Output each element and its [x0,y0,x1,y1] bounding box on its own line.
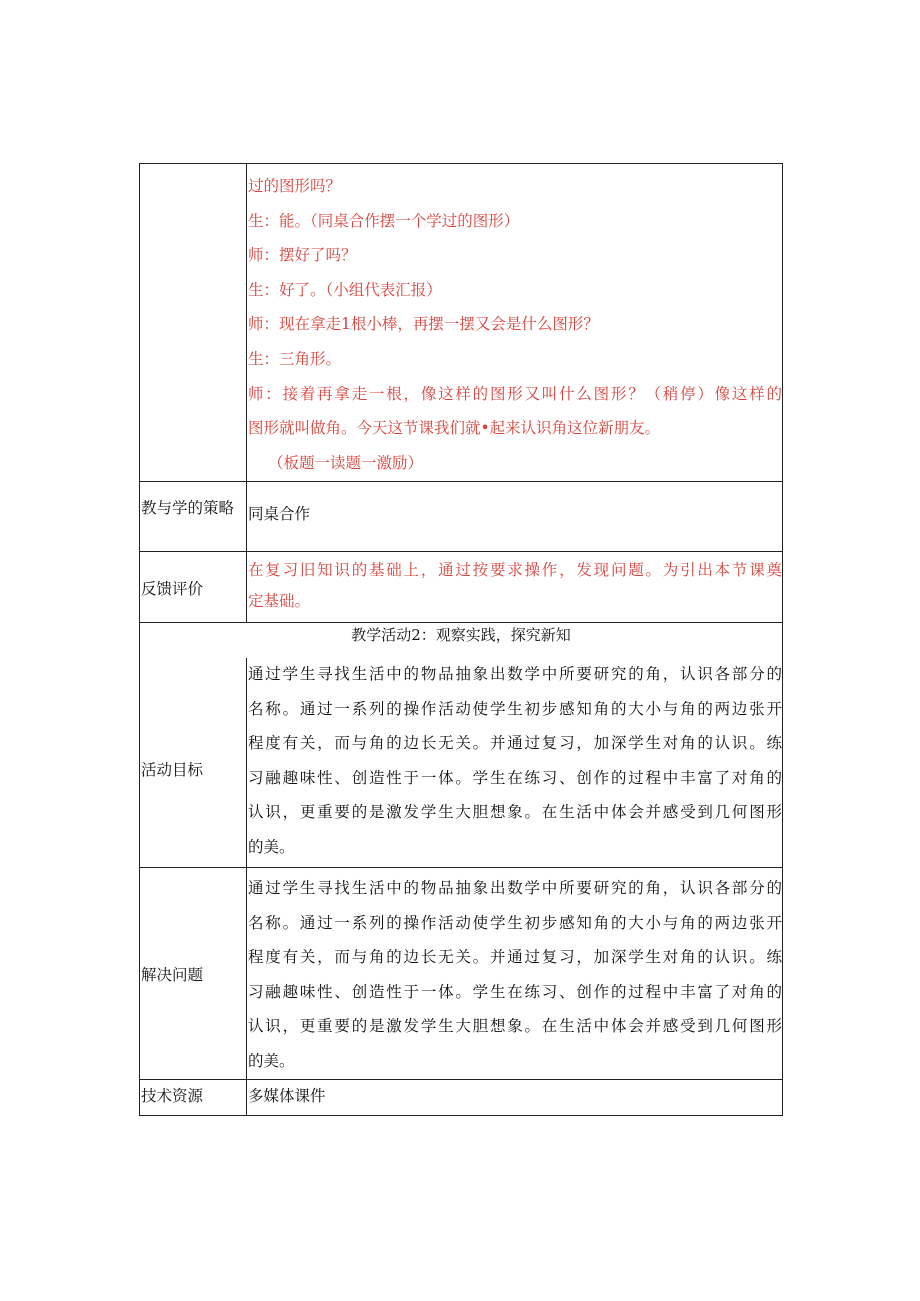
goal-line: 认识，更重要的是激发学生大胆想象。在生活中体会并感受到几何图形 [248,803,782,822]
dialogue-line: 图形就叫做角。今天这节课我们就•起来认识角这位新朋友。 [248,419,661,438]
goal-line: 程度有关，而与角的边长无关。并通过复习，加深学生对角的认识。练 [248,734,782,753]
feedback-row [140,552,782,623]
strategy-value [247,482,782,551]
goal-line: 名称。通过一系列的操作活动使学生初步感知角的大小与角的两边张开 [248,699,782,718]
problem-line: 习融趣味性、创造性于一体。学生在练习、创作的过程中丰富了对角的 [248,982,782,1001]
intro-dialogue-row [140,164,782,482]
dialogue-line: 生：能。（同桌合作摆一个学过的图形） [248,211,520,230]
strategy-text: 同桌合作 [248,505,311,523]
problem-row [140,868,782,1080]
tech-value [247,1080,782,1115]
problem-line: 的美。 [248,1051,295,1070]
dialogue-line: （板题一读题一激励） [268,453,424,472]
lesson-plan-table [139,163,783,1116]
problem-label: 解决问题 [140,868,247,1079]
problem-line: 名称。通过一系列的操作活动使学生初步感知角的大小与角的两边张开 [248,913,782,932]
problem-line: 认识，更重要的是激发学生大胆想象。在生活中体会并感受到几何图形 [248,1017,782,1035]
tech-label: 技术资源 [140,1080,247,1115]
feedback-line: 定基础。 [248,592,311,610]
intro-label-cell [140,164,247,481]
tech-row [140,1080,782,1116]
goal-line: 通过学生寻找生活中的物品抽象出数学中所要研究的角，认识各部分的 [248,665,782,683]
feedback-label: 反馈评价 [140,552,247,622]
strategy-label: 教与学的策略 [140,482,247,551]
goal-label: 活动目标 [140,658,247,868]
feedback-line: 在复习旧知识的基础上，通过按要求操作，发现问题。为引出本节课奠 [248,561,782,579]
problem-value [247,868,782,1079]
strategy-row [140,482,782,552]
goal-line: 习融趣味性、创造性于一体。学生在练习、创作的过程中丰富了对角的 [248,768,782,787]
dialogue-line: 师：现在拿走1根小棒，再摆一摆又会是什么图形？ [248,315,599,334]
dialogue-line: 生：三角形。 [248,349,342,368]
problem-line: 程度有关，而与角的边长无关。并通过复习，加深学生对角的认识。练 [248,948,782,966]
goal-line: 的美。 [248,837,295,856]
feedback-value [247,552,782,622]
activity-title: 教学活动2：观察实践，探究新知 [351,626,571,644]
dialogue-line: 过的图形吗？ [248,177,342,195]
intro-dialogue-cell [247,164,782,481]
dialogue-line: 师：接着再拿走一根，像这样的图形又叫什么图形？（稍停）像这样的 [248,384,782,403]
goal-value [247,653,782,868]
dialogue-line: 生：好了。（小组代表汇报） [248,280,442,299]
activity-section-row [140,623,782,868]
tech-text: 多媒体课件 [248,1087,326,1105]
goal-row [140,653,782,868]
dialogue-line: 师：摆好了吗？ [248,246,357,265]
problem-line: 通过学生寻找生活中的物品抽象出数学中所要研究的角，认识各部分的 [248,879,782,897]
